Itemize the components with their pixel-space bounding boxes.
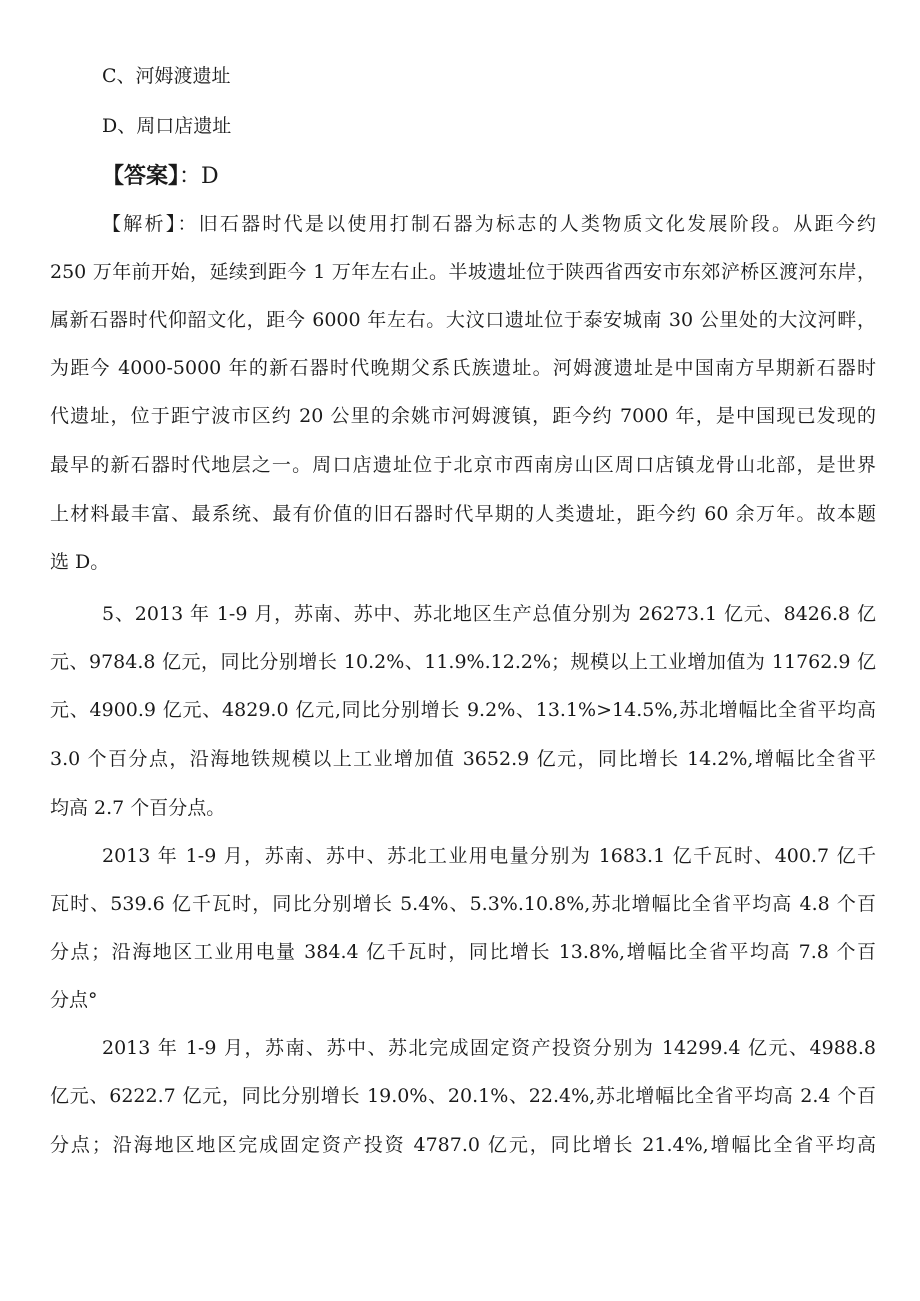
question5-line: 分点；沿海地区工业用电量 384.4 亿千瓦时，同比增长 13.8%,增幅比全省平均高 7.8 个百 — [50, 941, 876, 963]
question5-line: 元、9784.8 亿元，同比分别增长 10.2%、11.9%.12.2%；规模以上工业增加值为 11762.9 亿 — [50, 651, 876, 673]
question5-line: 分点；沿海地区地区完成固定资产投资 4787.0 亿元，同比增长 21.4%,增幅比全省平均高 — [50, 1134, 876, 1156]
question5-line: 瓦时、539.6 亿千瓦时，同比分别增长 5.4%、5.3%.10.8%,苏北增幅比全省平均高 4.8 个百 — [50, 893, 876, 915]
analysis-line: 属新石器时代仰韶文化，距今 6000 年左右。大汶口遗址位于泰安城南 30 公里处的大汶河畔， — [50, 309, 876, 331]
analysis-line: 【解析】：旧石器时代是以使用打制石器为标志的人类物质文化发展阶段。从距今约 — [102, 213, 876, 235]
question5-line: 2013 年 1-9 月，苏南、苏中、苏北工业用电量分别为 1683.1 亿千瓦时、400.7 亿千 — [102, 845, 876, 867]
analysis-line: 最早的新石器时代地层之一。周口店遗址位于北京市西南房山区周口店镇龙骨山北部，是世界 — [50, 454, 876, 476]
option-c: C、河姆渡遗址 — [102, 65, 231, 87]
question5-line: 3.0 个百分点，沿海地铁规模以上工业增加值 3652.9 亿元，同比增长 14.2%,增幅比全省平 — [50, 748, 876, 770]
analysis-line: 250 万年前开始，延续到距今 1 万年左右止。半坡遗址位于陕西省西安市东郊浐桥区渡河东岸， — [50, 261, 876, 283]
answer-line — [102, 162, 219, 192]
question5-line: 亿元、6222.7 亿元，同比分别增长 19.0%、20.1%、22.4%,苏北增幅比全省平均高 2.4 个百 — [50, 1085, 876, 1107]
question5-line: 5、2013 年 1-9 月，苏南、苏中、苏北地区生产总值分别为 26273.1 亿元、8426.8 亿 — [102, 603, 876, 625]
question5-line: 均高 2.7 个百分点。 — [50, 797, 226, 819]
answer-value: ：D — [179, 164, 219, 189]
analysis-line: 代遗址，位于距宁波市区约 20 公里的余姚市河姆渡镇，距今约 7000 年，是中国现已发现的 — [50, 405, 876, 427]
option-d: D、周口店遗址 — [102, 115, 232, 137]
answer-label: 【答案】 — [102, 164, 180, 189]
question5-line: 分点° — [50, 989, 98, 1011]
analysis-line: 为距今 4000-5000 年的新石器时代晚期父系氏族遗址。河姆渡遗址是中国南方早期新石器时 — [50, 357, 876, 379]
question5-line: 元、4900.9 亿元、4829.0 亿元,同比分别增长 9.2%、13.1%>14.5%,苏北增幅比全省平均高 — [50, 699, 876, 721]
question5-line: 2013 年 1-9 月，苏南、苏中、苏北完成固定资产投资分别为 14299.4 亿元、4988.8 — [102, 1037, 876, 1059]
analysis-line: 上材料最丰富、最系统、最有价值的旧石器时代早期的人类遗址，距今约 60 余万年。故本题 — [50, 503, 876, 525]
analysis-line: 选 D。 — [50, 551, 110, 573]
